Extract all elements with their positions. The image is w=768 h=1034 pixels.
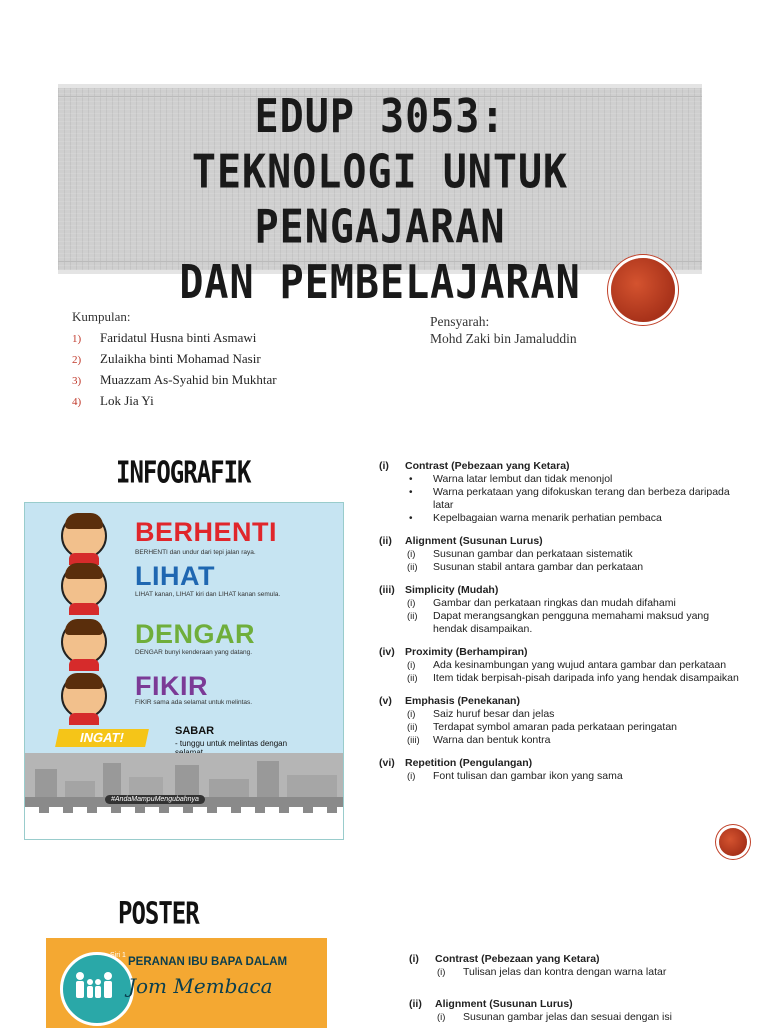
principle-item: (ii) Terdapat symbol amaran pada perkataan peringatan [407, 721, 677, 733]
principle-item: (i) Tulisan jelas dan kontra dengan warna latar [437, 966, 667, 978]
principle-item: (i) Font tulisan dan gambar ikon yang sama [407, 770, 623, 782]
section-heading-infografik: INFOGRAFIK [116, 455, 251, 490]
principle-block [379, 460, 739, 525]
principle-item: • Warna perkataan yang difokuskan terang dan berbeza daripada latar [409, 486, 730, 511]
principle-heading: (iii) Simplicity (Mudah) [379, 584, 499, 596]
member-name: Lok Jia Yi [100, 393, 154, 408]
child-face-icon [61, 513, 107, 559]
principle-heading: (i) Contrast (Pebezaan yang Ketara) [379, 460, 570, 472]
principle-heading: (i) Contrast (Pebezaan yang Ketara) [409, 953, 600, 965]
principle-block [379, 695, 739, 747]
child-face-icon [61, 563, 107, 609]
principle-item: (ii) Susunan stabil antara gambar dan perkataan [407, 561, 644, 573]
infographic-word: BERHENTI [135, 517, 278, 547]
list-number: 4) [72, 396, 82, 408]
principle-item: (i) Susunan gambar dan perkataan sistematik [407, 548, 633, 560]
principle-block [379, 535, 739, 574]
hashtag-label: #AndaMampuMengubahnya [105, 795, 205, 804]
principle-heading: (ii) Alignment (Susunan Lurus) [409, 998, 573, 1010]
principle-item: (i) Ada kesinambungan yang wujud antara gambar dan perkataan [407, 659, 727, 671]
list-item [72, 348, 277, 369]
principle-item: (ii) Item tidak berpisah-pisah daripada info yang hendak disampaikan [407, 672, 739, 684]
infographic-footer [25, 813, 343, 839]
list-number: 1) [72, 333, 82, 345]
principle-block [409, 953, 729, 979]
principle-item: (ii) Dapat merangsangkan pengguna memahami maksud yang hendak disampaikan. [407, 610, 710, 635]
infographic-word: FIKIR [135, 671, 208, 701]
list-item [72, 327, 277, 348]
list-item [72, 390, 277, 411]
member-name: Faridatul Husna binti Asmawi [100, 330, 257, 345]
infographic-word: LIHAT [135, 561, 215, 591]
principle-block [379, 646, 739, 685]
family-icon [70, 970, 118, 1000]
principle-heading: (iv) Proximity (Berhampiran) [379, 646, 528, 658]
title-line-3: DAN PEMBELAJARAN [179, 256, 581, 310]
member-list [72, 327, 277, 411]
poster-title: PERANAN IBU BAPA DALAM [128, 956, 288, 968]
decorative-circle-large [611, 258, 675, 322]
principle-item: (i) Gambar dan perkataan ringkas dan mudah difahami [407, 597, 676, 609]
list-number: 2) [72, 354, 82, 366]
decorative-circle-small [719, 828, 747, 856]
principle-heading: (v) Emphasis (Penekanan) [379, 695, 520, 707]
list-item [72, 369, 277, 390]
section-heading-poster: POSTER [118, 896, 199, 931]
principle-block [379, 757, 739, 783]
title-line-2: TEKNOLOGI UNTUK PENGAJARAN [191, 145, 569, 255]
infographic-image [24, 502, 344, 840]
lecturer-block [430, 313, 577, 347]
principle-heading: (vi) Repetition (Pengulangan) [379, 757, 533, 769]
list-number: 3) [72, 375, 82, 387]
infographic-word: DENGAR [135, 619, 256, 649]
infographic-desc: DENGAR bunyi kenderaan yang datang. [135, 649, 253, 656]
infographic-desc: LIHAT kanan, LIHAT kiri dan LIHAT kanan semula. [135, 591, 281, 598]
principle-item: • Kepelbagaian warna menarik perhatian pembaca [409, 512, 662, 524]
poster-principles [409, 953, 729, 1034]
principle-item: (i) Saiz huruf besar dan jelas [407, 708, 555, 720]
principle-heading: (ii) Alignment (Susunan Lurus) [379, 535, 543, 547]
title-line-1: EDUP 3053: [254, 90, 506, 144]
sabar-label: SABAR [175, 725, 215, 737]
child-face-icon [61, 673, 107, 719]
poster-image [46, 938, 327, 1028]
child-face-icon [61, 619, 107, 665]
ingat-banner: INGAT! [55, 729, 149, 747]
principle-item: (iii) Warna dan bentuk kontra [407, 734, 551, 746]
principle-block [379, 584, 739, 636]
principle-block [409, 998, 729, 1024]
principle-item: (i) Susunan gambar jelas dan sesuai dengan isi [437, 1011, 672, 1023]
page-title [58, 90, 702, 311]
lecturer-name: Mohd Zaki bin Jamaluddin [430, 331, 577, 346]
member-name: Muazzam As-Syahid bin Mukhtar [100, 372, 277, 387]
infographic-desc: BERHENTI dan undur dari tepi jalan raya. [135, 549, 256, 556]
group-label: Kumpulan: [72, 309, 131, 324]
series-label: Siri 1 [110, 952, 126, 959]
infographic-desc: FIKIR sama ada selamat untuk melintas. [135, 699, 253, 706]
principle-item: • Warna latar lembut dan tidak menonjol [409, 473, 613, 485]
poster-subtitle: Jom Membaca [128, 974, 273, 998]
infographic-principles [379, 460, 739, 793]
member-name: Zulaikha binti Mohamad Nasir [100, 351, 261, 366]
tunggu-text: - tunggu untuk melintas dengan [175, 739, 288, 748]
lecturer-label: Pensyarah: [430, 314, 490, 329]
